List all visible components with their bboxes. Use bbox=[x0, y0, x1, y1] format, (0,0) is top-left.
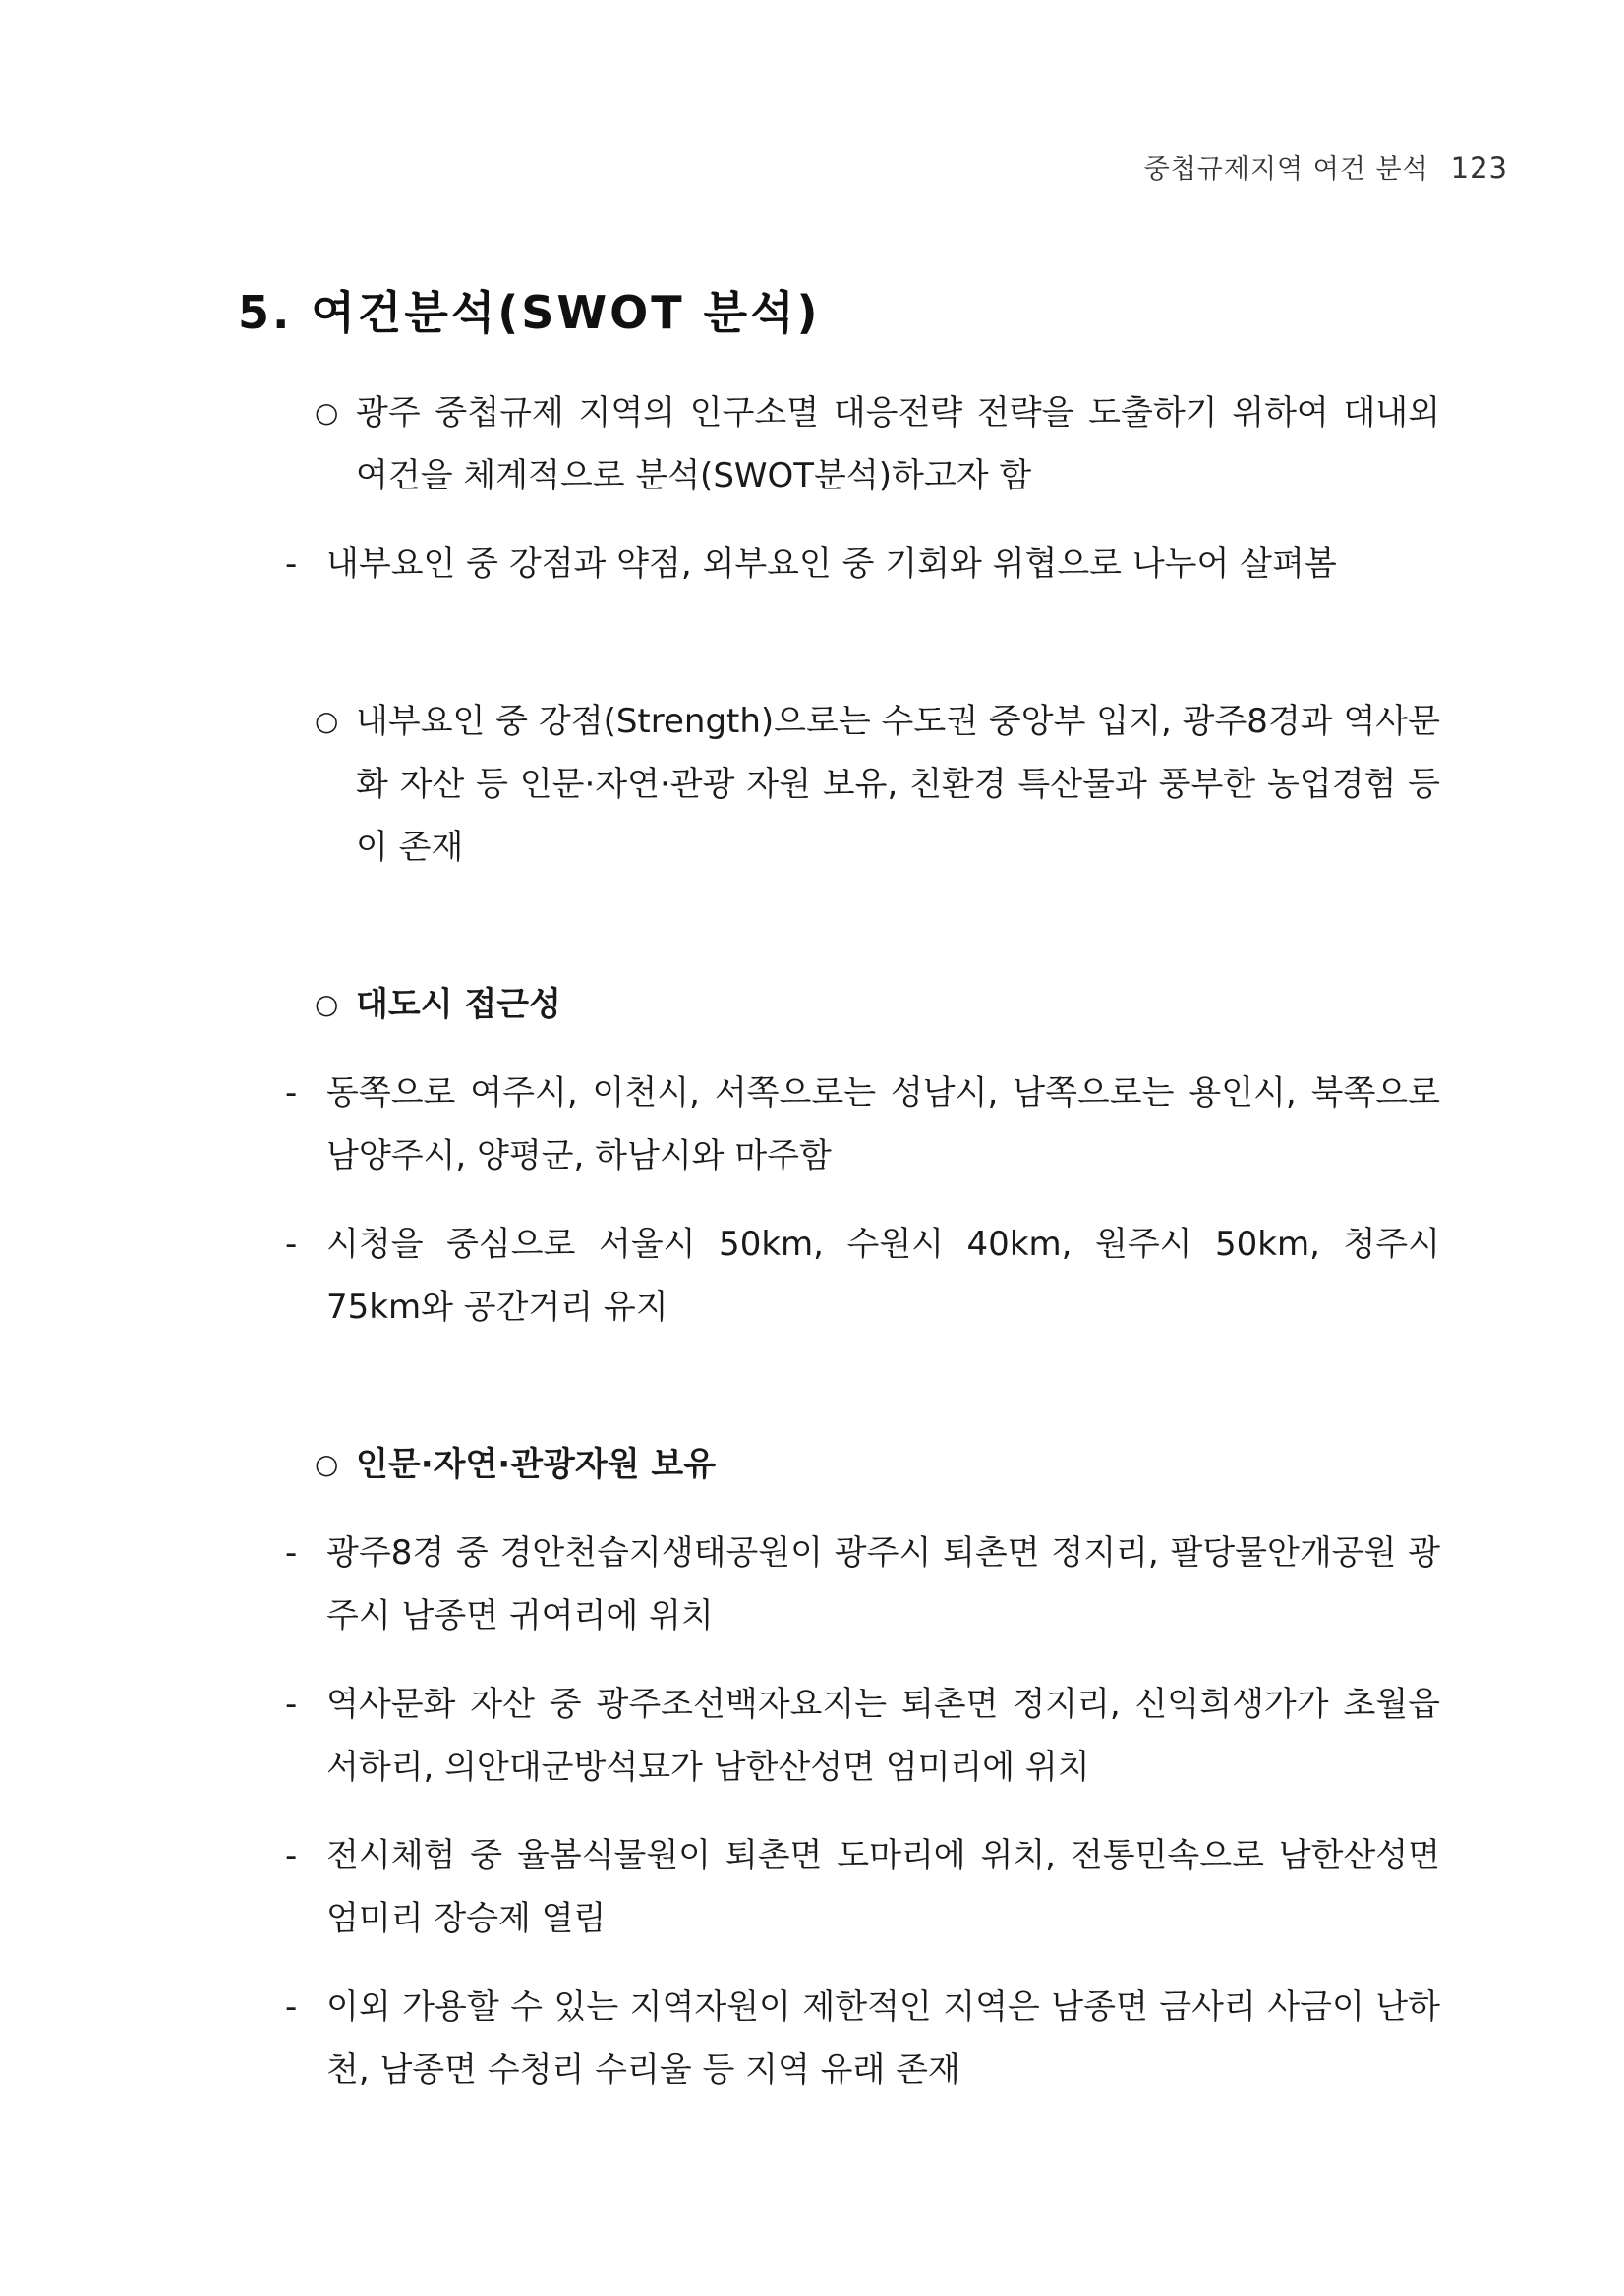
dash-bullet-icon: - bbox=[285, 1987, 298, 2027]
dash-bullet-icon: - bbox=[285, 1836, 298, 1875]
running-title: 중첩규제지역 여건 분석 bbox=[1143, 154, 1429, 185]
body-content bbox=[285, 381, 1440, 2101]
sub-bullet-intro bbox=[285, 533, 1440, 596]
dash-bullet-icon: - bbox=[285, 1225, 298, 1264]
sub-bullet-text: 동쪽으로 여주시, 이천시, 서쪽으로는 성남시, 남쪽으로는 용인시, 북쪽으로 남양주시, 양평군, 하남시와 마주함 bbox=[326, 1073, 1440, 1176]
circle-bullet-icon: ○ bbox=[315, 1448, 339, 1480]
dash-bullet-icon: - bbox=[285, 545, 298, 584]
sub-bullet-text: 역사문화 자산 중 광주조선백자요지는 퇴촌면 정지리, 신익희생가가 초월읍 서하리, 의안대군방석묘가 남한산성면 엄미리에 위치 bbox=[326, 1685, 1440, 1787]
sub-bullet-access-2 bbox=[285, 1213, 1440, 1339]
sub-bullet-resource-1 bbox=[285, 1521, 1440, 1647]
sub-bullet-resource-2 bbox=[285, 1673, 1440, 1799]
sub-bullet-resource-4 bbox=[285, 1976, 1440, 2101]
circle-bullet-icon: ○ bbox=[315, 988, 339, 1020]
circle-bullet-icon: ○ bbox=[315, 396, 339, 429]
heading-resources bbox=[315, 1433, 1440, 1496]
sub-bullet-text: 시청을 중심으로 서울시 50km, 수원시 40km, 원주시 50km, 청주시 75km와 공간거리 유지 bbox=[326, 1225, 1440, 1327]
sub-bullet-access-1 bbox=[285, 1062, 1440, 1187]
dash-bullet-icon: - bbox=[285, 1073, 298, 1113]
sub-bullet-text: 전시체험 중 율봄식물원이 퇴촌면 도마리에 위치, 전통민속으로 남한산성면 엄미리 장승제 열림 bbox=[326, 1836, 1440, 1938]
dash-bullet-icon: - bbox=[285, 1533, 298, 1573]
section-title: 5. 여건분석(SWOT 분석) bbox=[238, 286, 821, 339]
heading-access bbox=[315, 973, 1440, 1036]
sub-bullet-resource-3 bbox=[285, 1824, 1440, 1950]
subheading-text: 대도시 접근성 bbox=[356, 985, 561, 1024]
bullet-strength bbox=[315, 690, 1440, 879]
bullet-text: 광주 중첩규제 지역의 인구소멸 대응전략 전략을 도출하기 위하여 대내외 여건을 체계적으로 분석(SWOT분석)하고자 함 bbox=[356, 393, 1440, 495]
circle-bullet-icon: ○ bbox=[315, 705, 339, 737]
bullet-intro bbox=[315, 381, 1440, 507]
dash-bullet-icon: - bbox=[285, 1685, 298, 1724]
bullet-text: 내부요인 중 강점(Strength)으로는 수도권 중앙부 입지, 광주8경과 역사문화 자산 등 인문·자연·관광 자원 보유, 친환경 특산물과 풍부한 농업경험 등이 존재 bbox=[356, 702, 1440, 867]
sub-bullet-text: 내부요인 중 강점과 약점, 외부요인 중 기회와 위협으로 나누어 살펴봄 bbox=[326, 545, 1337, 584]
running-header bbox=[1144, 147, 1508, 186]
sub-bullet-text: 광주8경 중 경안천습지생태공원이 광주시 퇴촌면 정지리, 팔당물안개공원 광주시 남종면 귀여리에 위치 bbox=[326, 1533, 1440, 1636]
sub-bullet-text: 이외 가용할 수 있는 지역자원이 제한적인 지역은 남종면 금사리 사금이 난하천, 남종면 수청리 수리울 등 지역 유래 존재 bbox=[326, 1987, 1440, 2090]
subheading-text: 인문·자연·관광자원 보유 bbox=[356, 1445, 717, 1484]
page-number: 123 bbox=[1450, 151, 1508, 185]
